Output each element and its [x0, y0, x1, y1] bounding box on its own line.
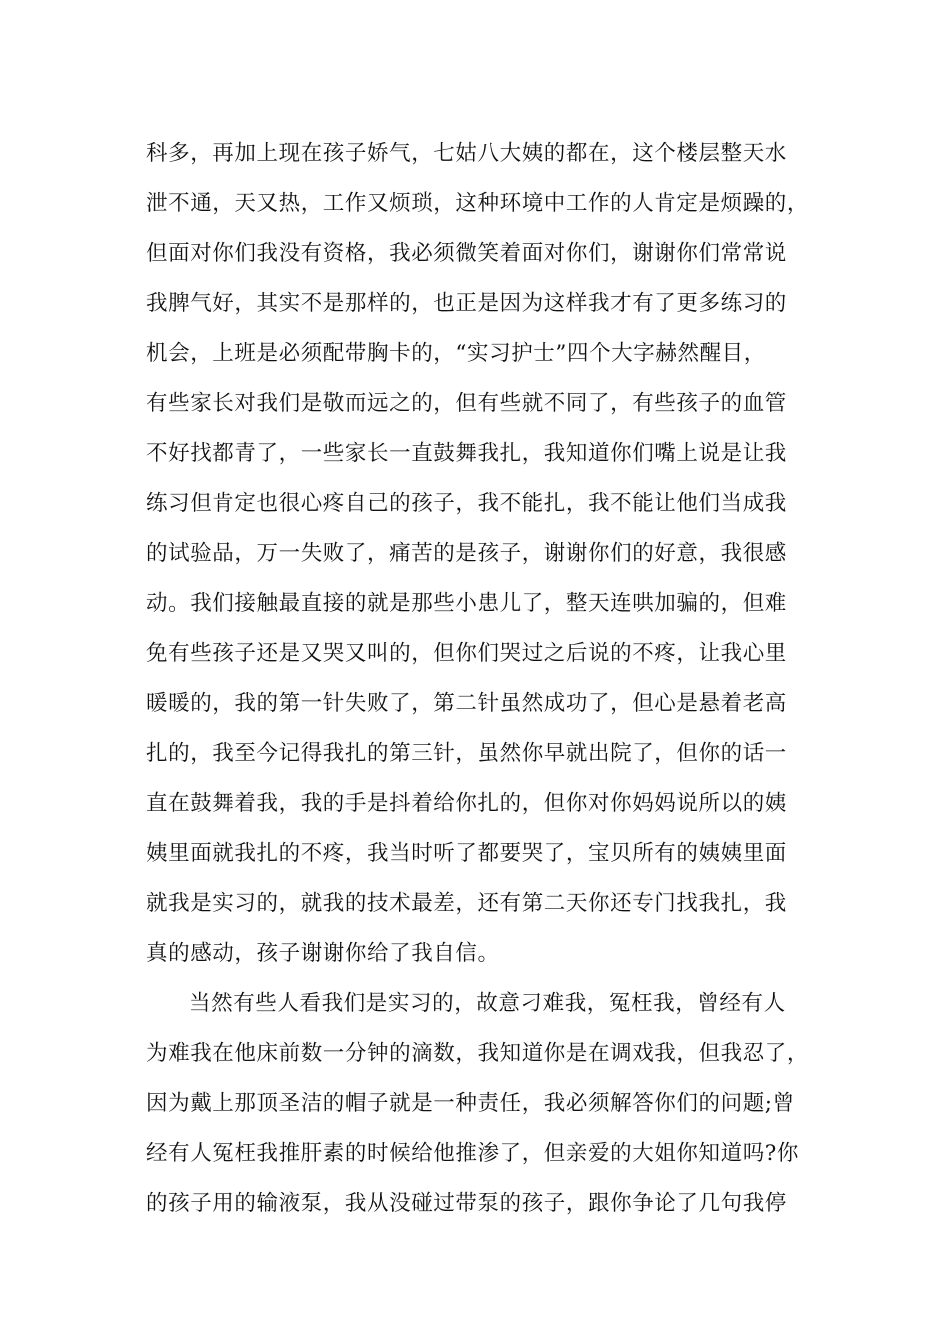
paragraph-1 — [146, 129, 826, 979]
paragraph-2 — [146, 979, 826, 1229]
text-line: 但面对你们我没有资格，我必须微笑着面对你们，谢谢你们常常说 — [146, 241, 787, 266]
text-line: 练习但肯定也很心疼自己的孩子，我不能扎，我不能让他们当成我 — [146, 491, 787, 516]
text-line: 经有人冤枉我推肝素的时候给他推渗了，但亲爱的大姐你知道吗?你 — [146, 1141, 800, 1166]
text-line: 动。我们接触最直接的就是那些小患儿了，整天连哄加骗的，但难 — [146, 591, 787, 616]
text-line: 有些家长对我们是敬而远之的，但有些就不同了，有些孩子的血管 — [146, 391, 787, 416]
text-line: 直在鼓舞着我，我的手是抖着给你扎的，但你对你妈妈说所以的姨 — [146, 791, 787, 816]
text-line: 不好找都青了，一些家长一直鼓舞我扎，我知道你们嘴上说是让我 — [146, 441, 787, 466]
text-line: 暖暖的，我的第一针失败了，第二针虽然成功了，但心是悬着老高 — [146, 691, 787, 716]
text-line: 我脾气好，其实不是那样的，也正是因为这样我才有了更多练习的 — [146, 291, 787, 316]
text-line: 当然有些人看我们是实习的，故意刁难我，冤枉我，曾经有人 — [189, 991, 786, 1016]
text-line: 就我是实习的，就我的技术最差，还有第二天你还专门找我扎，我 — [146, 891, 787, 916]
text-line: 扎的，我至今记得我扎的第三针，虽然你早就出院了，但你的话一 — [146, 741, 787, 766]
text-line: 免有些孩子还是又哭又叫的，但你们哭过之后说的不疼，让我心里 — [146, 641, 787, 666]
text-line: 真的感动，孩子谢谢你给了我自信。 — [146, 941, 500, 966]
text-line: 泄不通，天又热，工作又烦琐，这种环境中工作的人肯定是烦躁的， — [146, 191, 810, 216]
text-line: 姨里面就我扎的不疼，我当时听了都要哭了，宝贝所有的姨姨里面 — [146, 841, 787, 866]
text-line: 的孩子用的输液泵，我从没碰过带泵的孩子，跟你争论了几句我停 — [146, 1191, 787, 1216]
text-line: 因为戴上那顶圣洁的帽子就是一种责任，我必须解答你们的问题;曾 — [146, 1091, 795, 1116]
text-line: 科多，再加上现在孩子娇气，七姑八大姨的都在，这个楼层整天水 — [146, 141, 787, 166]
text-line: 的试验品，万一失败了，痛苦的是孩子，谢谢你们的好意，我很感 — [146, 541, 787, 566]
text-line: 机会，上班是必须配带胸卡的，“实习护士”四个大字赫然醒目， — [146, 341, 766, 366]
document-body — [146, 129, 826, 1229]
text-line: 为难我在他床前数一分钟的滴数，我知道你是在调戏我，但我忍了， — [146, 1041, 810, 1066]
